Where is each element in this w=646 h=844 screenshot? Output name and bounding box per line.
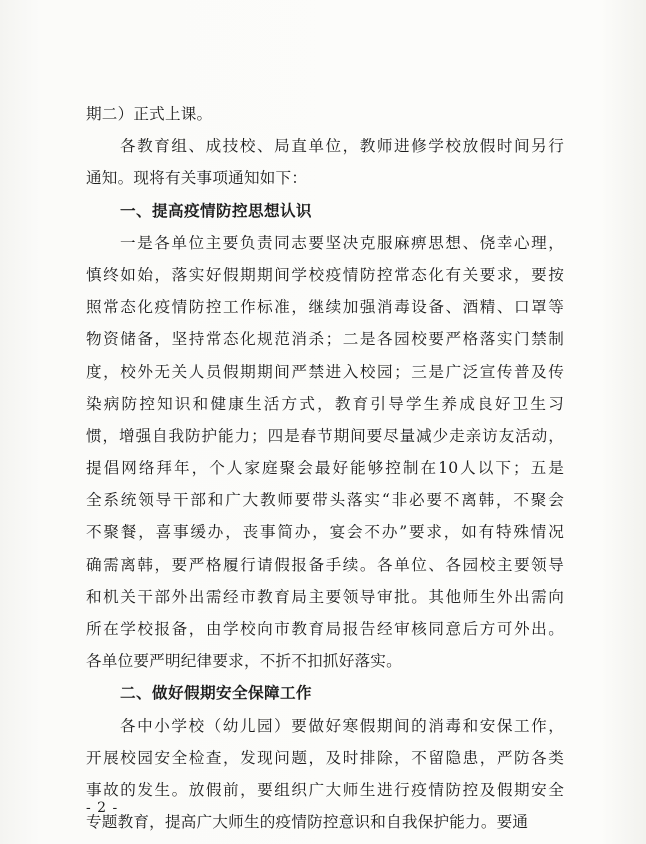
text-line: 各单位要严明纪律要求，不折不扣抓好落实。 [86,652,402,671]
text-line: 一是各单位主要负责同志要坚决克服麻痹思想、侥幸心理， [120,233,564,252]
section-heading: 二、做好假期安全保障工作 [120,684,312,703]
paragraph [86,98,564,130]
text-line: 惯，增强自我防护能力；四是春节期间要尽量减少走亲访友活动， [86,426,564,445]
section-heading: 一、提高疫情防控思想认识 [120,201,312,220]
text-line: 开展校园安全检查，发现问题，及时排除，不留隐患，严防各类 [86,748,564,767]
page-number: - 2 - [86,800,119,816]
text-line: 染病防控知识和健康生活方式，教育引导学生养成良好卫生习 [86,394,564,413]
text-line: 和机关干部外出需经市教育局主要领导审批。其他师生外出需向 [86,587,564,606]
text-line: 不聚餐，喜事缓办，丧事简办，宴会不办”要求，如有特殊情况 [86,523,564,542]
paragraph [86,130,564,194]
text-line: 物资储备，坚持常态化规范消杀；二是各园校要严格落实门禁制 [86,330,564,349]
text-line: 照常态化疫情防控工作标准，继续加强消毒设备、酒精、口罩等 [86,298,564,317]
text-line: 度，校外无关人员假期期间严禁进入校园；三是广泛宣传普及传 [86,362,564,381]
text-line: 期二）正式上课。 [86,105,213,123]
paragraph [86,710,564,839]
text-line: 所在学校报备，由学校向市教育局报告经审核同意后方可外出。 [86,620,564,638]
text-line: 慎终如始，落实好假期期间学校疫情防控常态化有关要求，要按 [86,265,564,284]
text-line: 通知。现将有关事项通知如下： [86,169,308,188]
text-line: 确需离韩，要严格履行请假报备手续。各单位、各园校主要领导 [86,555,564,574]
text-line: 全系统领导干部和广大教师要带头落实“非必要不离韩，不聚会 [86,491,564,510]
document-body [86,98,564,838]
text-line: 专题教育，提高广大师生的疫情防控意识和自我保护能力。要通 [86,813,529,832]
text-line: 各中小学校（幼儿园）要做好寒假期间的消毒和安保工作， [120,716,564,735]
paragraph [86,227,564,678]
text-line: 提倡网络拜年，个人家庭聚会最好能够控制在10人以下；五是 [86,459,564,478]
text-line: 事故的发生。放假前，要组织广大师生进行疫情防控及假期安全 [86,780,564,799]
text-line: 各教育组、成技校、局直单位，教师进修学校放假时间另行 [120,137,564,156]
